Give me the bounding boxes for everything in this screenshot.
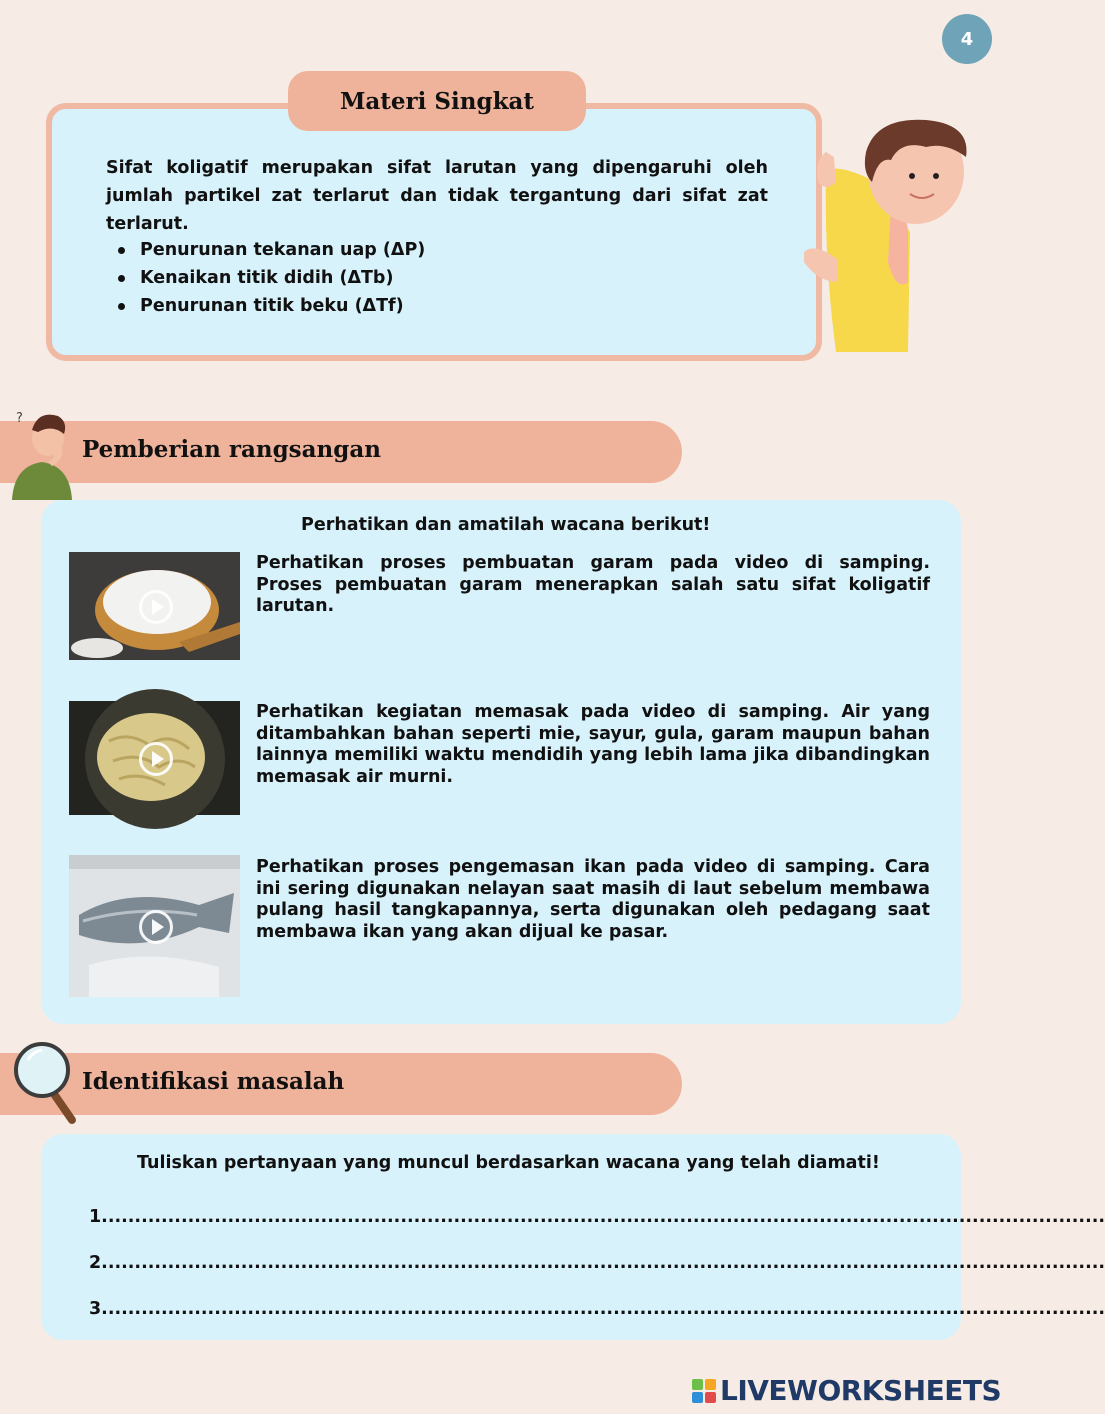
- liveworksheets-logo-icon: [692, 1379, 716, 1403]
- play-icon[interactable]: [139, 590, 173, 624]
- fish-description: Perhatikan proses pengemasan ikan pada video di samping. Cara ini sering digunakan nelayan saat masih di laut sebelum membawa pulang hasil tangkapannya, serta digunakan oleh pedagang saat membawa ikan yang akan dijual ke pasar.: [256, 857, 930, 942]
- svg-text:?: ?: [16, 411, 23, 426]
- materi-title: Materi Singkat: [288, 71, 586, 131]
- fish-video-thumbnail[interactable]: [69, 855, 240, 997]
- answer-line-3[interactable]: 3.......................................................................................................................................................: [89, 1299, 1105, 1319]
- play-icon[interactable]: [139, 910, 173, 944]
- materi-item: Penurunan titik beku (ΔTf): [118, 292, 425, 320]
- answer-line-1[interactable]: 1.......................................................................................................................................................: [89, 1207, 1105, 1227]
- play-icon[interactable]: [139, 742, 173, 776]
- salt-video-thumbnail[interactable]: [69, 552, 240, 660]
- cooking-description: Perhatikan kegiatan memasak pada video di samping. Air yang ditambahkan bahan seperti mie, sayur, gula, garam maupun bahan lainnya memiliki waktu mendidih yang lebih lama jika dibandingkan memasak air murni.: [256, 702, 930, 787]
- magnifier-icon: [10, 1038, 80, 1126]
- materi-list: [118, 236, 425, 320]
- logo-text: LIVEWORKSHEETS: [720, 1374, 1002, 1407]
- problem-heading: Tuliskan pertanyaan yang muncul berdasarkan wacana yang telah diamati!: [137, 1153, 880, 1173]
- salt-description: Perhatikan proses pembuatan garam pada video di samping. Proses pembuatan garam menerapkan salah satu sifat koligatif larutan.: [256, 553, 930, 616]
- answer-line-2[interactable]: 2.......................................................................................................................................................: [89, 1253, 1105, 1273]
- thinking-person-icon: [8, 404, 76, 500]
- stimulus-title: Pemberian rangsangan: [82, 436, 381, 463]
- materi-item: Kenaikan titik didih (ΔTb): [118, 264, 425, 292]
- page-number: 4: [942, 14, 992, 64]
- stimulus-heading: Perhatikan dan amatilah wacana berikut!: [301, 515, 711, 535]
- cooking-video-thumbnail[interactable]: [69, 701, 240, 815]
- liveworksheets-logo: [692, 1374, 1001, 1407]
- boy-illustration: [796, 112, 976, 362]
- materi-item: Penurunan tekanan uap (ΔP): [118, 236, 425, 264]
- problem-title: Identifikasi masalah: [82, 1068, 345, 1095]
- materi-intro: Sifat koligatif merupakan sifat larutan yang dipengaruhi oleh jumlah partikel zat terlarut dan tidak tergantung dari sifat zat terlarut.: [106, 158, 768, 234]
